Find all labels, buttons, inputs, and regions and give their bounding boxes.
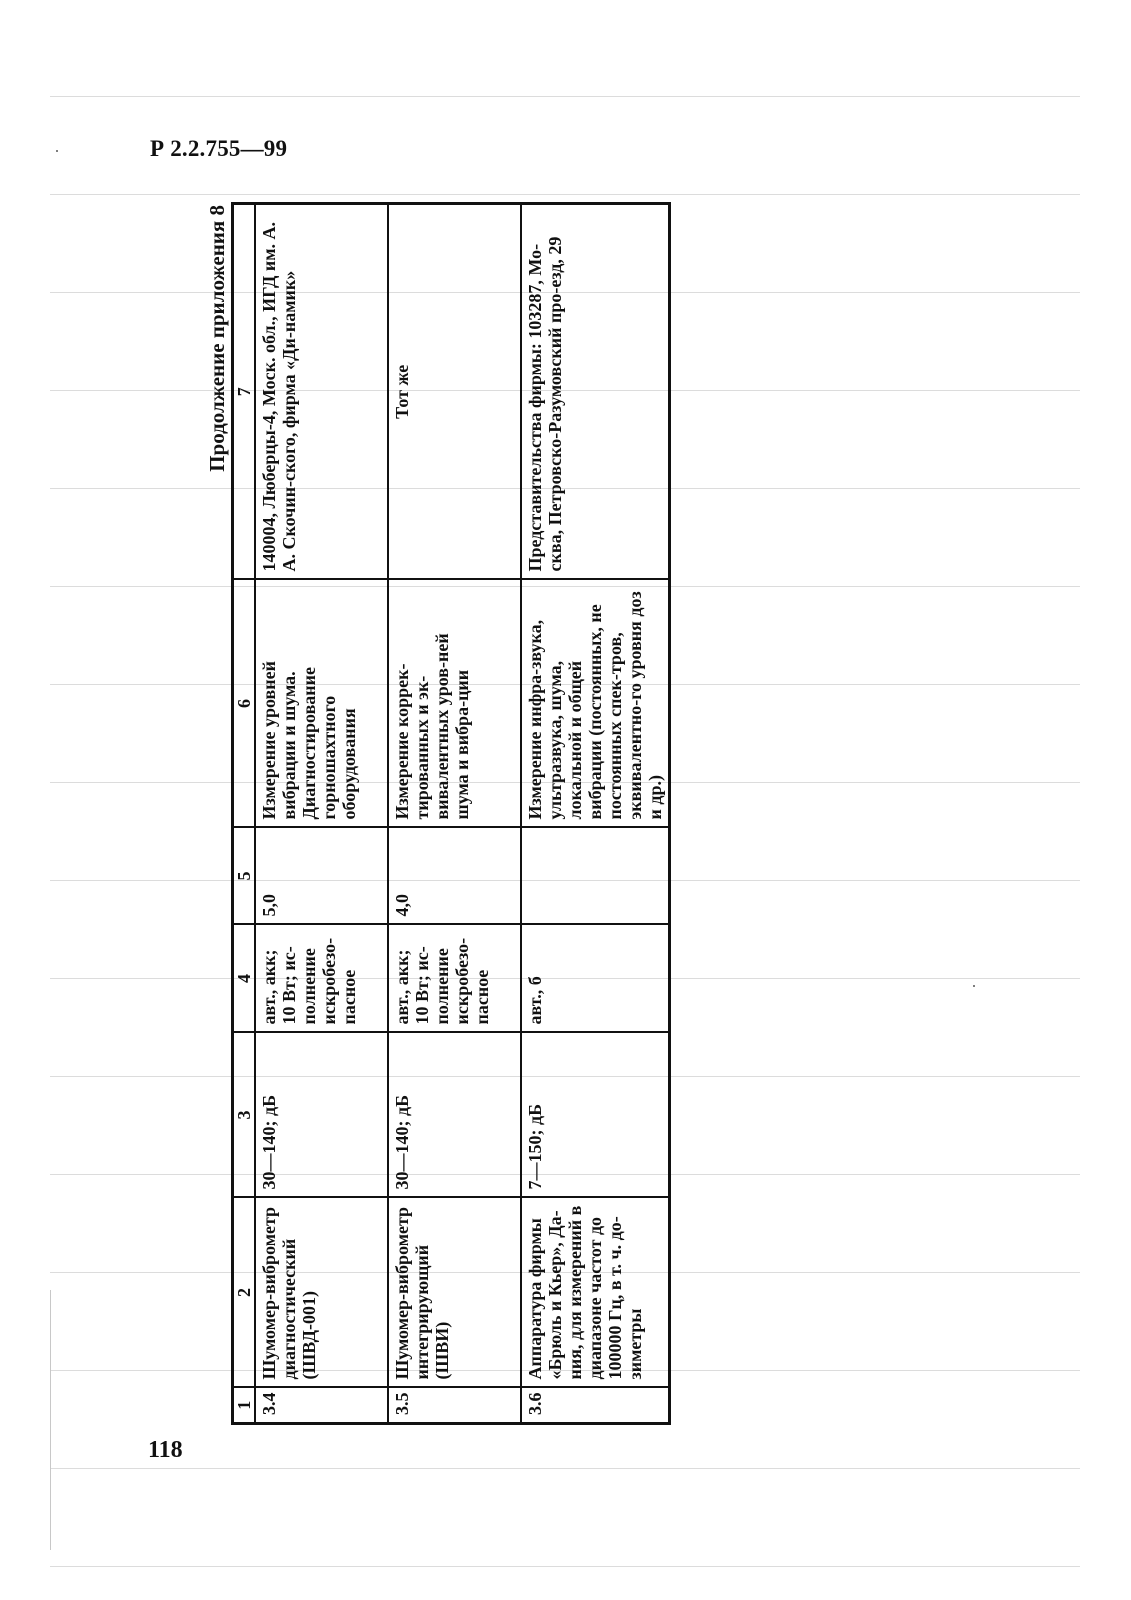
cell-number: 3.5 <box>388 1388 521 1424</box>
cell-instrument-name: Аппаратура фирмы «Брюль и Кьер», Да-ния, для измерений в диапазоне частот до 100000 Гц, в т. ч. до-зиметры <box>521 1198 670 1388</box>
page-edge <box>50 1290 51 1550</box>
cell-purpose: Измерение коррек-тированных и эк-вивалентных уров-ней шума и вибра-ции <box>388 580 521 828</box>
column-header: 3 <box>233 1033 256 1198</box>
cell-measurement-range: 30—140; дБ <box>388 1033 521 1198</box>
cell-power-supply: авт., б <box>521 925 670 1033</box>
cell-address: Представительства фирмы: 103287, Мо-сква, Петровско-Разумовский про-езд, 29 <box>521 204 670 580</box>
cell-value <box>521 828 670 925</box>
cell-measurement-range: 7—150; дБ <box>521 1033 670 1198</box>
column-header: 1 <box>233 1388 256 1424</box>
rotated-table-block <box>205 205 725 1425</box>
scan-line <box>50 1566 1080 1567</box>
column-header: 2 <box>233 1198 256 1388</box>
cell-address: Тот же <box>388 204 521 580</box>
page-number: 118 <box>148 1437 183 1463</box>
table-row <box>388 204 521 1424</box>
cell-measurement-range: 30—140; дБ <box>255 1033 388 1198</box>
cell-power-supply: авт., акк; 10 Вт; ис-полнение искробезо-пасное <box>255 925 388 1033</box>
table-row <box>521 204 670 1424</box>
column-header: 5 <box>233 828 256 925</box>
cell-number: 3.4 <box>255 1388 388 1424</box>
scan-speck <box>56 150 58 152</box>
scan-line <box>50 96 1080 97</box>
cell-purpose: Измерение уровней вибрации и шума. Диагностирование горношахтного оборудования <box>255 580 388 828</box>
cell-value: 5,0 <box>255 828 388 925</box>
cell-instrument-name: Шумомер-виброметр диагностический (ШВД-001) <box>255 1198 388 1388</box>
cell-number: 3.6 <box>521 1388 670 1424</box>
instrument-table <box>231 202 671 1425</box>
scan-line <box>50 194 1080 195</box>
table-caption: Продолжение приложения 8 <box>205 205 229 472</box>
document-code: Р 2.2.755—99 <box>150 136 288 161</box>
cell-power-supply: авт., акк; 10 Вт; ис-полнение искробезо-пасное <box>388 925 521 1033</box>
scan-line <box>50 1468 1080 1469</box>
column-header: 7 <box>233 204 256 580</box>
column-header: 4 <box>233 925 256 1033</box>
header-row <box>233 204 256 1424</box>
column-header: 6 <box>233 580 256 828</box>
scan-speck <box>973 985 975 987</box>
cell-instrument-name: Шумомер-виброметр интегрирующий (ШВИ) <box>388 1198 521 1388</box>
cell-value: 4,0 <box>388 828 521 925</box>
cell-address: 140004, Люберцы-4, Моск. обл., ИГД им. А. А. Скочин-ского, фирма «Ди-намик» <box>255 204 388 580</box>
cell-purpose: Измерение инфра-звука, ультразвука, шума, локальной и общей вибрации (постоянных, не постоянных спек-тров, эквивалентно-го уровня доз и др.) <box>521 580 670 828</box>
table-row <box>255 204 388 1424</box>
